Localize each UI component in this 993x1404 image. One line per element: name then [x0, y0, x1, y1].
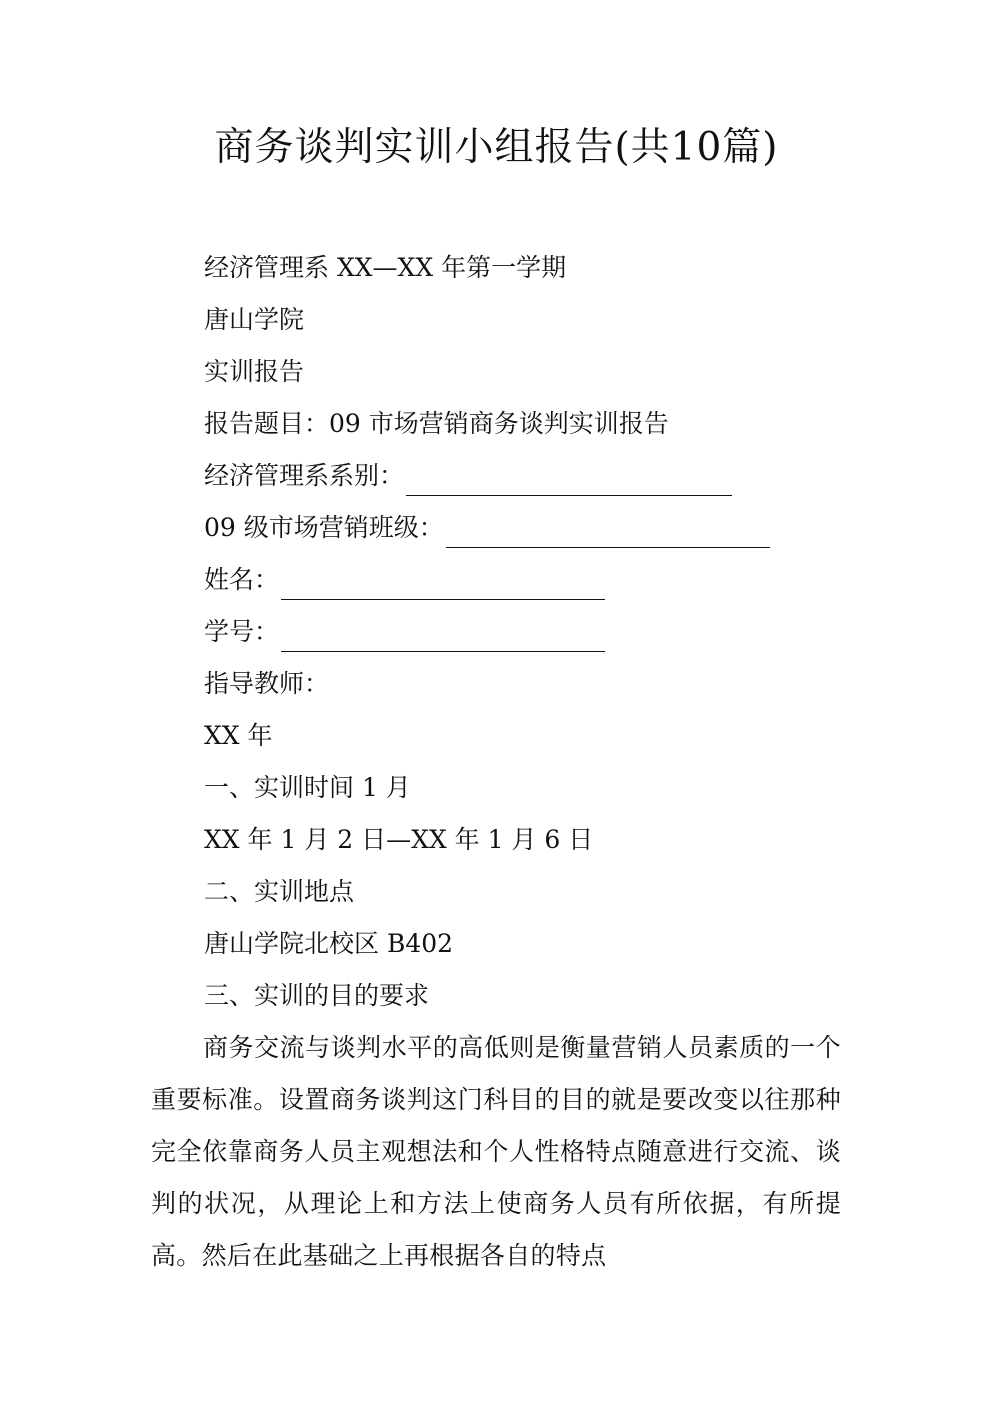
section-heading-objectives: 三、实训的目的要求 — [204, 981, 430, 1010]
student-id-blank — [281, 621, 605, 652]
student-id-label: 学号： — [204, 617, 280, 646]
department-label: 经济管理系系别： — [204, 461, 405, 490]
school-name: 唐山学院 — [204, 305, 305, 334]
year-line: XX 年 — [204, 721, 273, 750]
section-heading-time: 一、实训时间 1 月 — [204, 773, 411, 802]
name-blank — [281, 569, 605, 600]
instructor-line: 指导教师： — [204, 669, 330, 698]
training-location: 唐山学院北校区 B402 — [204, 929, 454, 958]
document-title: 商务谈判实训小组报告(共10篇) — [214, 125, 779, 170]
department-field — [204, 450, 844, 502]
report-type: 实训报告 — [204, 357, 305, 386]
department-blank — [406, 465, 732, 496]
body-paragraph: 商务交流与谈判水平的高低则是衡量营销人员素质的一个重要标准。设置商务谈判这门科目的目的就是要改变以往那种完全依靠商务人员主观想法和个人性格特点随意进行交流、谈判的状况，从理论上和方法上使商务人员有所依据，有所提高。然后在此基础之上再根据各自的特点 — [151, 1033, 841, 1270]
class-blank — [446, 517, 770, 548]
document-header-block — [204, 242, 844, 1022]
student-id-field — [204, 606, 844, 658]
name-field — [204, 554, 844, 606]
report-topic: 报告题目：09 市场营销商务谈判实训报告 — [204, 409, 669, 438]
training-dates: XX 年 1 月 2 日—XX 年 1 月 6 日 — [204, 825, 594, 854]
class-field — [204, 502, 844, 554]
class-label: 09 级市场营销班级： — [204, 513, 444, 542]
name-label: 姓名： — [204, 565, 280, 594]
section-heading-location: 二、实训地点 — [204, 877, 355, 906]
semester-line: 经济管理系 XX—XX 年第一学期 — [204, 253, 567, 282]
